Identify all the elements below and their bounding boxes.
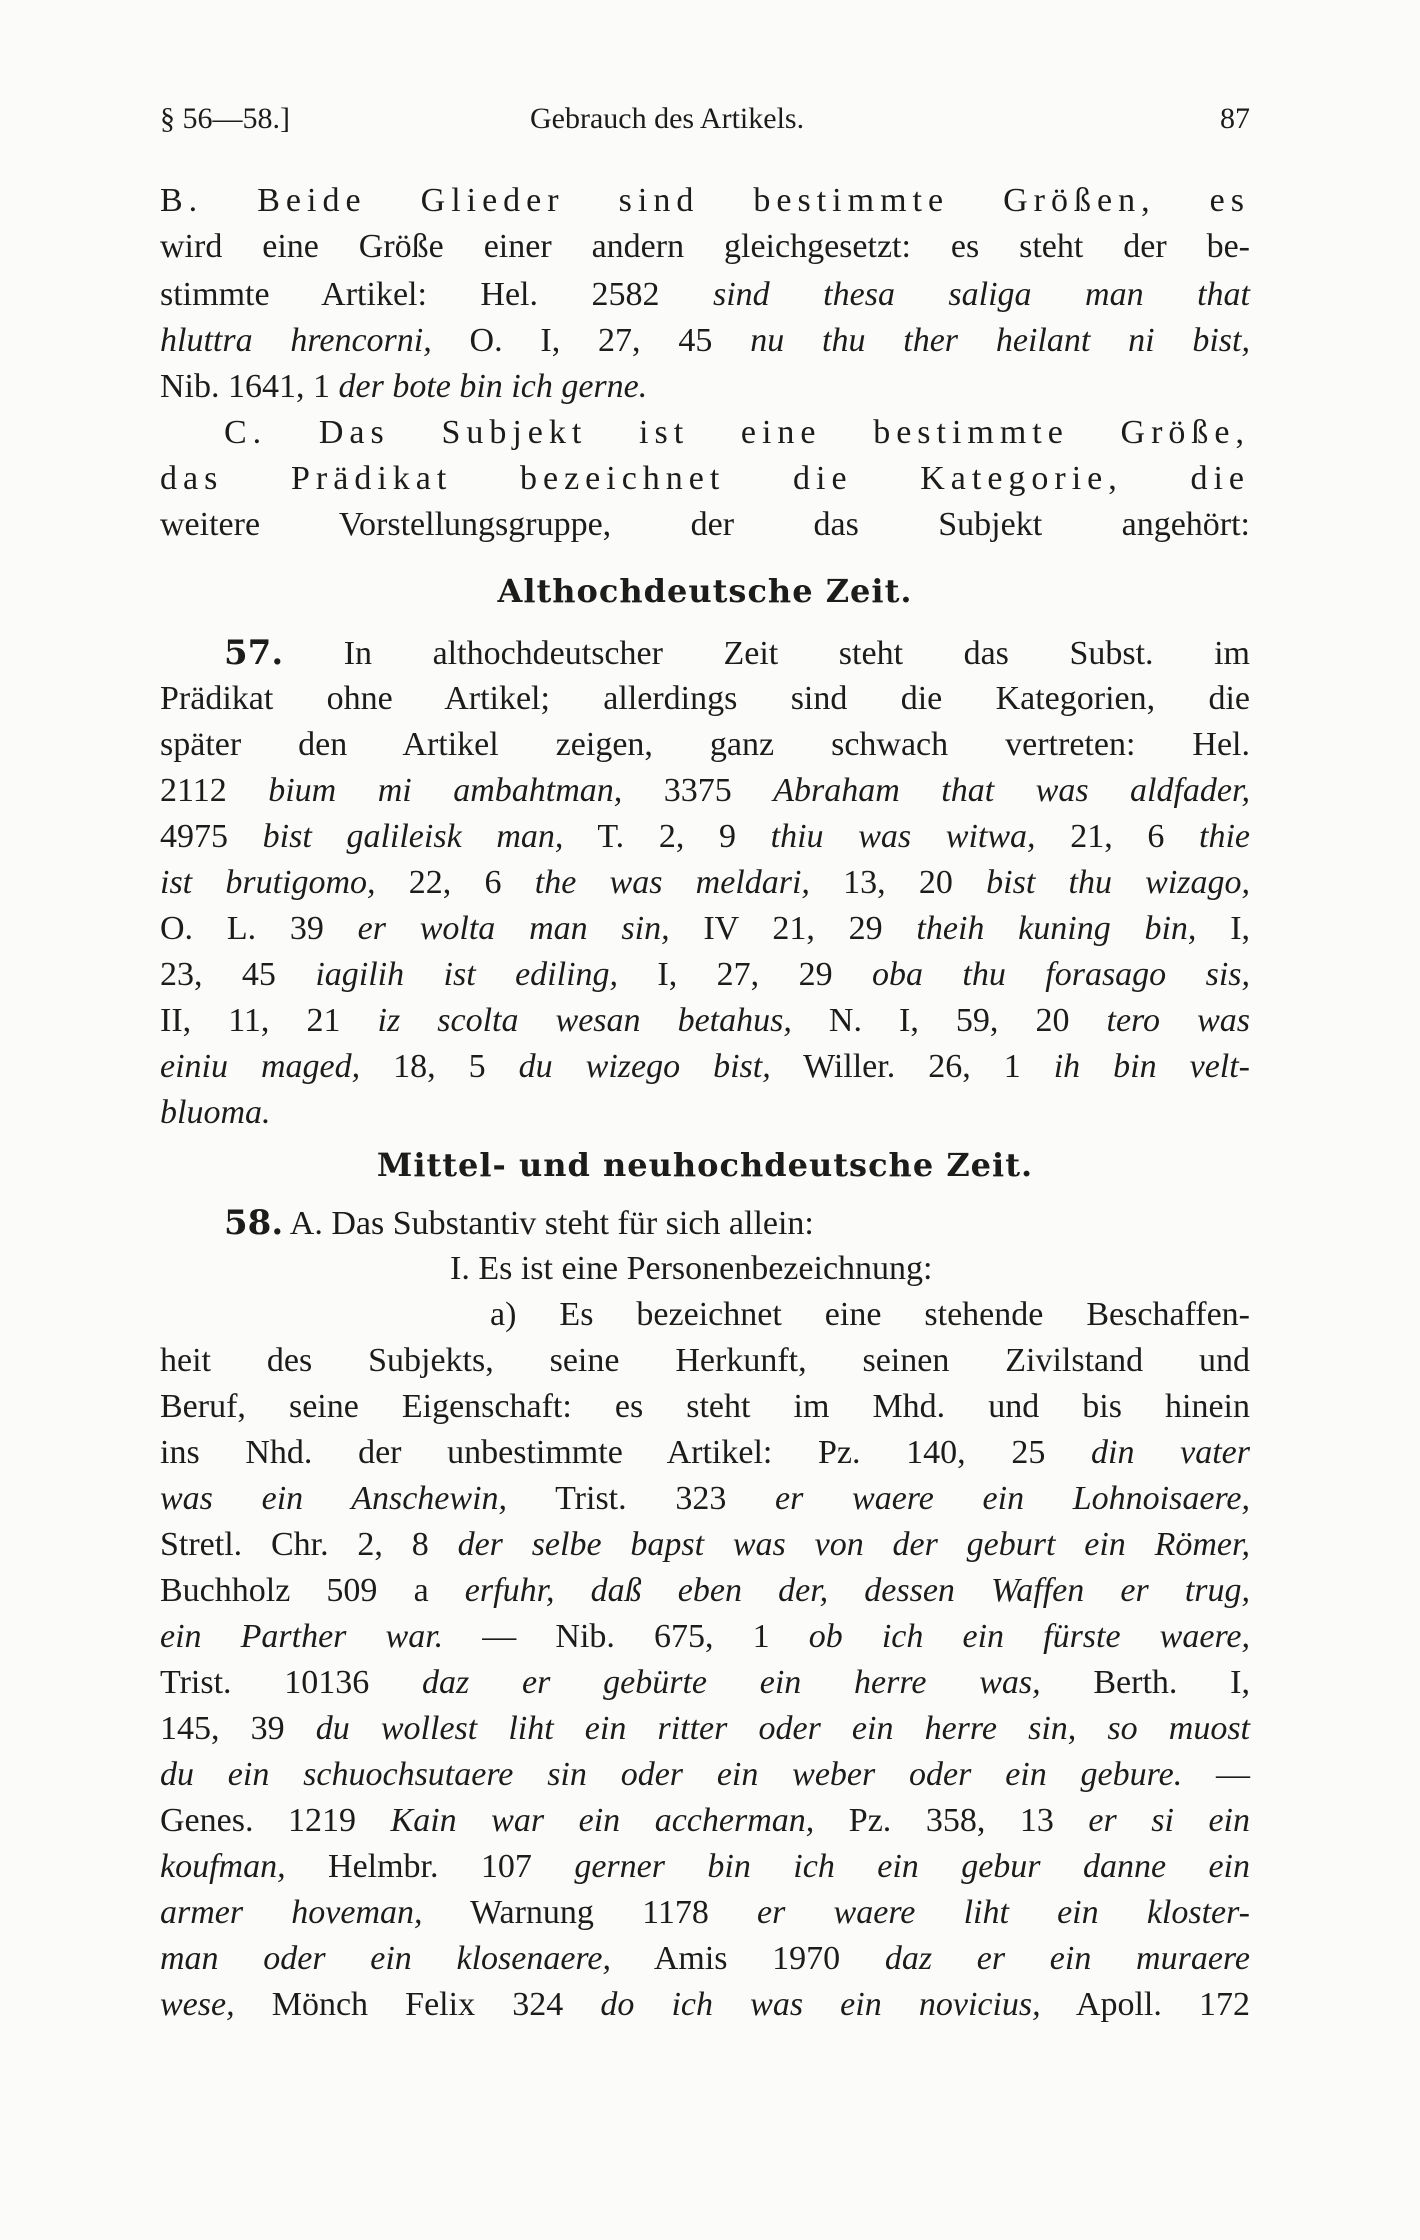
running-header bbox=[160, 98, 1250, 140]
paragraph-58-line-3: ins Nhd. der unbestimmte Artikel: Pz. 140, 25 din vater bbox=[160, 1434, 1250, 1471]
paragraph-58-line-4: was ein Anschewin, Trist. 323 er waere ein Lohnoisaere, bbox=[160, 1480, 1251, 1517]
paragraph-58-line-15: wese, Mönch Felix 324 do ich was ein novicius, Apoll. 172 bbox=[160, 1986, 1251, 2023]
running-title: Gebrauch des Artikels. bbox=[530, 102, 805, 135]
section-reference: § 56—58.] bbox=[160, 102, 290, 135]
paragraph-58-line-13: armer hoveman, Warnung 1178 er waere liht ein kloster- bbox=[160, 1894, 1251, 1931]
paragraph-58-line-2: Beruf, seine Eigenschaft: es steht im Mhd. und bis hinein bbox=[160, 1388, 1250, 1425]
paragraph-57-line-3: später den Artikel zeigen, ganz schwach vertreten: Hel. bbox=[160, 726, 1250, 763]
paragraph-58-line-14: man oder ein klosenaere, Amis 1970 daz er ein muraere bbox=[160, 1940, 1250, 1977]
paragraph-b-line-5: Nib. 1641, 1 der bote bin ich gerne. bbox=[160, 368, 648, 405]
paragraph-57-line-6: ist brutigomo, 22, 6 the was meldari, 13, 20 bist thu wizago, bbox=[160, 864, 1251, 901]
paragraph-57-line-9: II, 11, 21 iz scolta wesan betahus, N. I, 59, 20 tero was bbox=[160, 1002, 1250, 1039]
paragraph-58-line-9: 145, 39 du wollest liht ein ritter oder ein herre sin, so muost bbox=[160, 1710, 1250, 1747]
paragraph-b-line-4: hluttra hrencorni, O. I, 27, 45 nu thu ther heilant ni bist, bbox=[160, 322, 1250, 359]
page-number: 87 bbox=[1220, 102, 1250, 135]
paragraph-b-line-2: wird eine Größe einer andern gleichgesetzt: es steht der be- bbox=[160, 228, 1250, 265]
paragraph-58-line-11: Genes. 1219 Kain war ein accherman, Pz. 358, 13 er si ein bbox=[160, 1802, 1250, 1839]
paragraph-58-subhead-i: I. Es ist eine Personenbezeichnung: bbox=[450, 1250, 933, 1287]
paragraph-58-line-1: 58. A. Das Substantiv steht für sich allein: bbox=[224, 1203, 814, 1243]
paragraph-57-line-2: Prädikat ohne Artikel; allerdings sind die Kategorien, die bbox=[160, 680, 1250, 717]
paragraph-57-line-8: 23, 45 iagilih ist ediling, I, 27, 29 oba thu forasago sis, bbox=[160, 956, 1251, 993]
paragraph-58-line-6: Buchholz 509 a erfuhr, daß eben der, dessen Waffen er trug, bbox=[160, 1572, 1251, 1609]
paragraph-57-line-5: 4975 bist galileisk man, T. 2, 9 thiu was witwa, 21, 6 thie bbox=[160, 818, 1250, 855]
paragraph-57-line-7: O. L. 39 er wolta man sin, IV 21, 29 theih kuning bin, I, bbox=[160, 910, 1251, 947]
paragraph-58-line-8: Trist. 10136 daz er gebürte ein herre was, Berth. I, bbox=[160, 1664, 1250, 1701]
paragraph-c-line-2: das Prädikat bezeichnet die Kategorie, die bbox=[160, 460, 1250, 497]
paragraph-number-58: 58. bbox=[224, 1203, 284, 1243]
section-heading-mhd: Mittel- und neuhochdeutsche Zeit. bbox=[376, 1146, 1034, 1184]
paragraph-58-line-10: du ein schuochsutaere sin oder ein weber oder ein gebure. — bbox=[160, 1756, 1251, 1793]
paragraph-b-line-3: stimmte Artikel: Hel. 2582 sind thesa saliga man that bbox=[160, 276, 1250, 313]
paragraph-57-line-4: 2112 bium mi ambahtman, 3375 Abraham that was aldfader, bbox=[160, 772, 1250, 809]
paragraph-57-line-10: einiu maged, 18, 5 du wizego bist, Willer. 26, 1 ih bin velt- bbox=[160, 1048, 1251, 1085]
paragraph-57-line-11: bluoma. bbox=[160, 1094, 271, 1131]
section-heading-ahd: Althochdeutsche Zeit. bbox=[497, 572, 913, 610]
paragraph-number-57: 57. bbox=[224, 633, 284, 673]
paragraph-c-line-1: C. Das Subjekt ist eine bestimmte Größe, bbox=[224, 414, 1250, 451]
paragraph-58-line-7: ein Parther war. — Nib. 675, 1 ob ich ein fürste waere, bbox=[160, 1618, 1251, 1655]
paragraph-58-line-12: koufman, Helmbr. 107 gerner bin ich ein gebur danne ein bbox=[160, 1848, 1250, 1885]
paragraph-b-line-1: B. Beide Glieder sind bestimmte Größen, es bbox=[160, 182, 1250, 219]
paragraph-57-line-1: 57. In althochdeutscher Zeit steht das Subst. im bbox=[224, 633, 1250, 673]
paragraph-58-line-1: heit des Subjekts, seine Herkunft, seinen Zivilstand und bbox=[160, 1342, 1250, 1379]
paragraph-58-subhead-a: a) Es bezeichnet eine stehende Beschaffen- bbox=[490, 1296, 1250, 1333]
paragraph-c-line-3: weitere Vorstellungsgruppe, der das Subjekt angehört: bbox=[160, 506, 1250, 543]
paragraph-58-line-5: Stretl. Chr. 2, 8 der selbe bapst was von der geburt ein Römer, bbox=[160, 1526, 1250, 1563]
